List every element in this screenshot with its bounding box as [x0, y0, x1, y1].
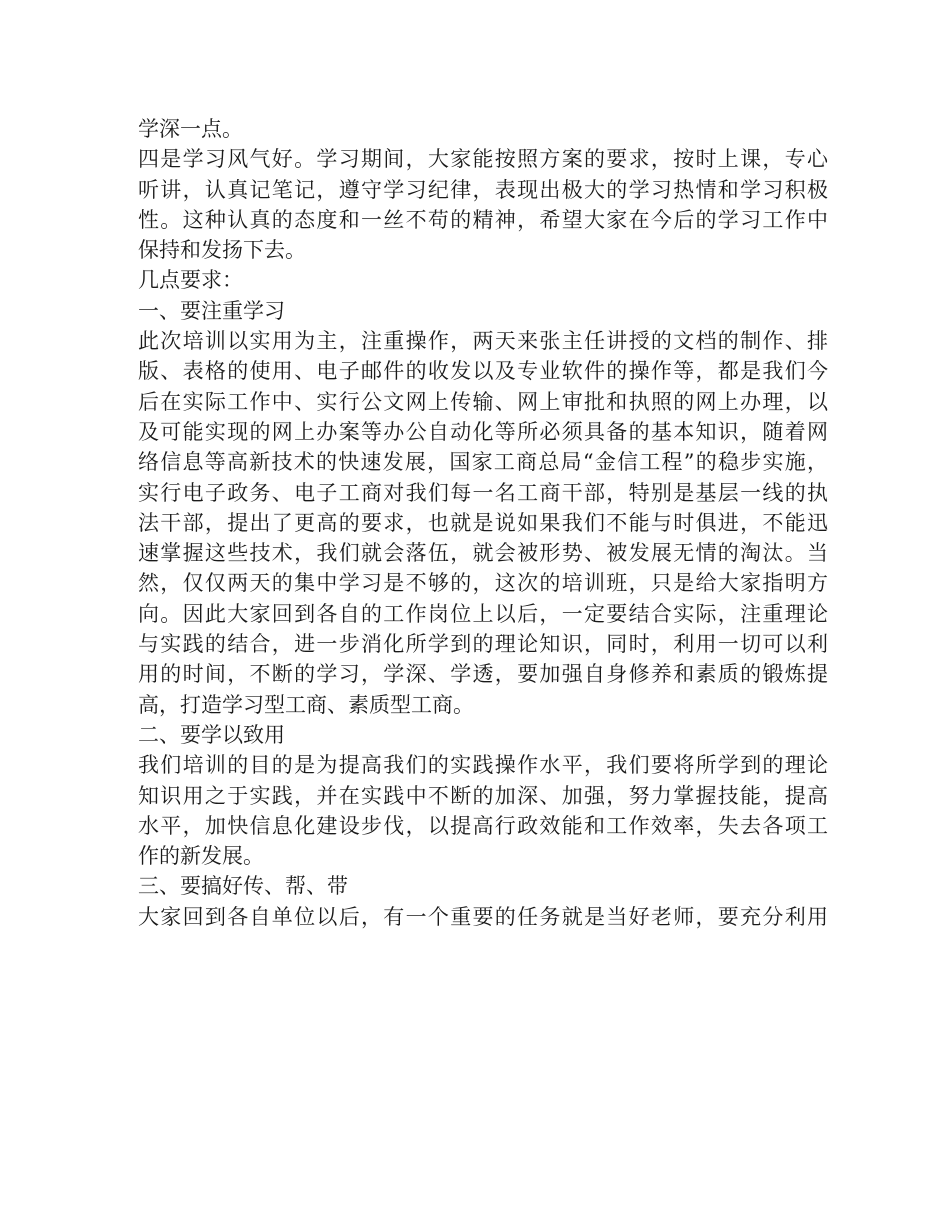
- text-line: 听讲，认真记笔记，遵守学习纪律，表现出极大的学习热情和学习积极: [138, 177, 828, 202]
- text-line: 水平，加快信息化建设步伐，以提高行政效能和工作效率，失去各项工: [138, 813, 828, 838]
- section-heading: 三、要搞好传、帮、带: [138, 874, 348, 899]
- text-line: 版、表格的使用、电子邮件的收发以及专业软件的操作等，都是我们今: [138, 359, 828, 384]
- text-line: 保持和发扬下去。: [138, 238, 306, 263]
- text-line: 实行电子政务、电子工商对我们每一名工商干部，特别是基层一线的执: [138, 480, 828, 505]
- section-heading: 二、要学以致用: [138, 722, 285, 747]
- text-line: 我们培训的目的是为提高我们的实践操作水平，我们要将所学到的理论: [138, 753, 828, 778]
- text-line: 用的时间，不断的学习，学深、学透，要加强自身修养和素质的锻炼提: [138, 662, 828, 687]
- text-line: 法干部，提出了更高的要求，也就是说如果我们不能与时俱进，不能迅: [138, 510, 828, 535]
- text-line: 知识用之于实践，并在实践中不断的加深、加强，努力掌握技能，提高: [138, 783, 828, 808]
- text-line: 此次培训以实用为主，注重操作，两天来张主任讲授的文档的制作、排: [138, 329, 828, 354]
- text-line: 与实践的结合，进一步消化所学到的理论知识，同时，利用一切可以利: [138, 632, 828, 657]
- text-line: 性。这种认真的态度和一丝不苟的精神，希望大家在今后的学习工作中: [138, 207, 828, 232]
- text-line: 四是学习风气好。学习期间，大家能按照方案的要求，按时上课，专心: [138, 147, 828, 172]
- text-line: 后在实际工作中、实行公文网上传输、网上审批和执照的网上办理，以: [138, 389, 828, 414]
- document-body: [138, 114, 828, 932]
- text-line: 速掌握这些技术，我们就会落伍，就会被形势、被发展无情的淘汰。当: [138, 541, 828, 566]
- text-line: 学深一点。: [138, 117, 243, 141]
- text-line: 及可能实现的网上办案等办公自动化等所必须具备的基本知识，随着网: [138, 419, 828, 444]
- text-line: 高，打造学习型工商、素质型工商。: [138, 692, 474, 717]
- section-heading: 几点要求：: [138, 268, 243, 293]
- text-line: 向。因此大家回到各自的工作岗位上以后，一定要结合实际，注重理论: [138, 601, 828, 626]
- section-heading: 一、要注重学习: [138, 298, 285, 323]
- text-line: 大家回到各自单位以后，有一个重要的任务就是当好老师，要充分利用: [138, 904, 828, 929]
- text-line: 络信息等高新技术的快速发展，国家工商总局“金信工程”的稳步实施，: [138, 450, 828, 475]
- text-line: 然，仅仅两天的集中学习是不够的，这次的培训班，只是给大家指明方: [138, 571, 828, 596]
- text-line: 作的新发展。: [138, 844, 264, 869]
